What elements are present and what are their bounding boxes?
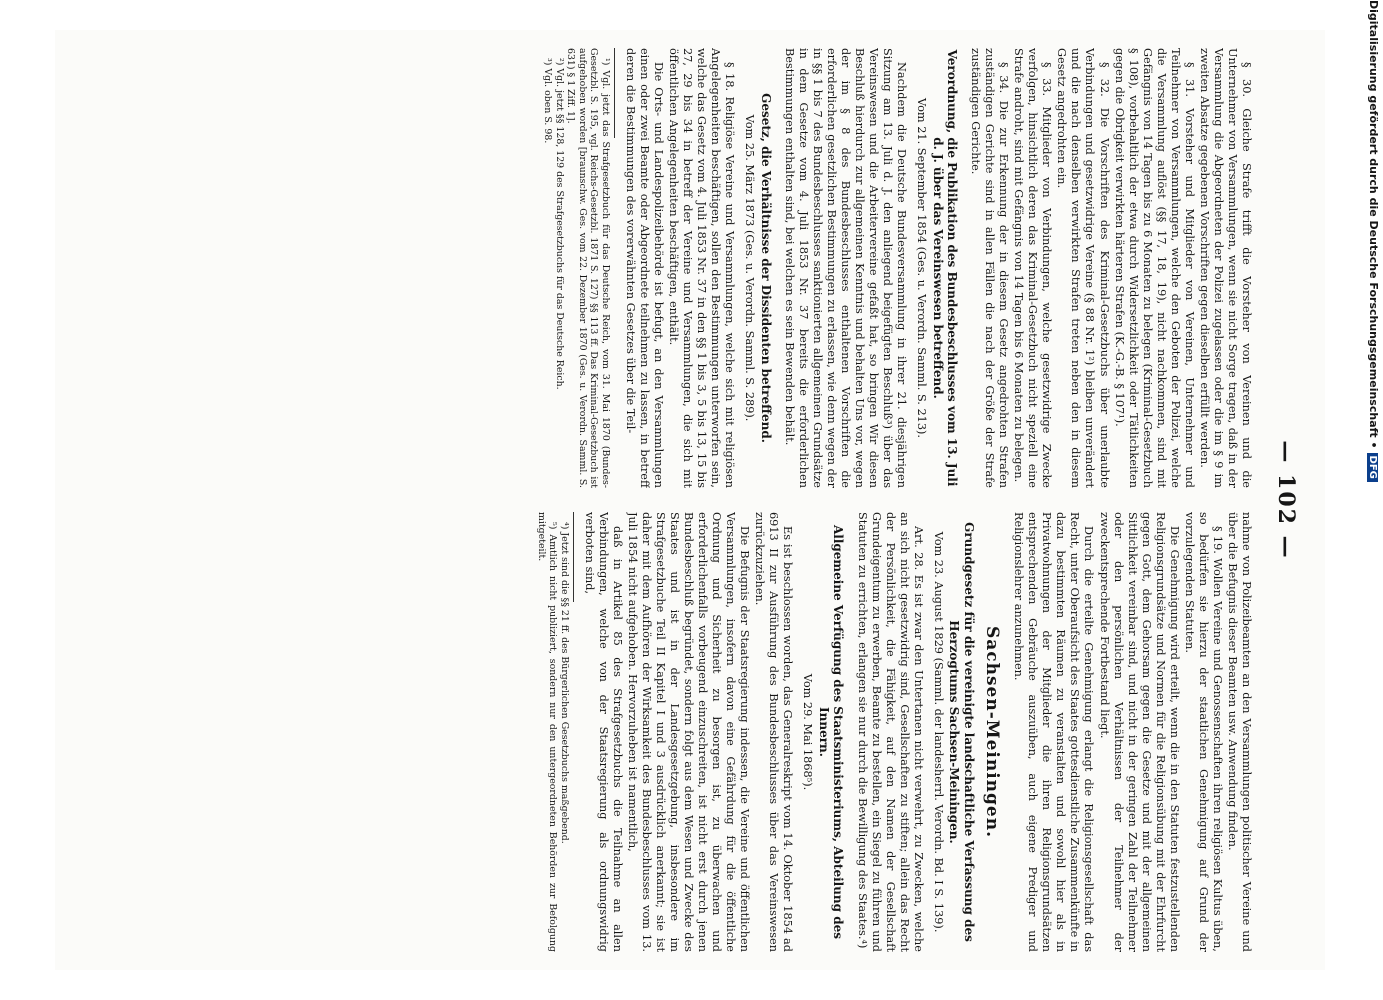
paragraph-verordnung: Nachdem die Deutsche Bundesversammlung in ihrer 21. diesjährigen Sitzung am 13. Juli d. J. den anliegend beigefügten Beschluß³) über das Vereinswesen und die Arbeitervereine gefaßt hat, so bringen Wir diesen Beschluß hierdurch zur allgemeinen Kenntnis und behalten Uns vor, wegen der im § 8 des Bundesbeschlusses enthaltenen Vorschriften die erforderlichen gesetzlichen Bestimmungen zu erlassen, wie denn wegen der in §§ 1 bis 7 des Bundesbeschlusses sanktionierten allgemeinen Grundsätze in dem Gesetze vom 4. Juli 1853 Nr. 37 bereits die erforderlichen Bestimmungen enthalten sind, bei welchen es sein Bewenden behält. xyxy=(782,48,909,488)
paragraph-section-33: § 33. Mitglieder von Verbindungen, welche gesetzwidrige Zwecke verfolgen, hinsichtlich deren das Kriminal-Gesetzbuch nicht speziell eine Strafe androht, sind mit Gefängnis von 14 Tagen bis 6 Monaten zu belegen. xyxy=(1012,48,1054,488)
state-heading: Sachsen-Meiningen. xyxy=(982,625,1003,839)
paragraph-verfuegung-artikel-85: daß in Artikel 85 des Strafgesetzbuchs die Teilnahme an allen Verbindungen, welche von der Staatsregierung als ordnungswidrig verboten sind, xyxy=(582,512,624,952)
section-date-dissidenten: Vom 25. März 1873 (Ges. u. Verordn. Samml. S. 289). xyxy=(743,114,757,422)
section-date-verfuegung: Vom 29. Mai 1868⁵). xyxy=(801,673,815,791)
paragraph-section-18: § 18. Religiöse Vereine und Versammlungen, welche sich mit religiösen Angelegenheiten beschäftigen, sollen den Bestimmungen unterworfen sein, welche das Gesetz vom 4. Juli 1853 Nr. 37 in den §§ 1 bis 3, 5 bis 13, 15 bis 27, 29 bis 34 in betreff der Vereine und Versammlungen, die sich mit öffentlichen Angelegenheiten beschäftigen, enthält. xyxy=(666,48,737,488)
footnote-1: ¹) Vgl. jetzt das Strafgesetzbuch für das Deutsche Reich, vom 31. Mai 1870 (Bundes-Gesetzbl. S. 195, vgl. Reichs-Gesetzbl. 1871 S. 127) §§ 113 ff. Das Kriminal-Gesetzbuch ist aufgehoben worden [braunschw. Ges. vom 22. Dezember 1870 (Ges. u. Verordn. Samml. S. 631) § 1 Ziff. 1]. xyxy=(565,48,611,488)
paragraph-section-18-cont: Die Orts- und Landespolizeibehörde ist befugt, an den Versammlungen einen oder zwei Beamte oder Abgeordnete teilnehmen zu lassen, in betreff deren die Bestimmungen des vorerwähnten Gesetzes über die Teil- xyxy=(623,48,665,488)
footnote-4: ⁴) Jetzt sind die §§ 21 ff. des Bürgerlichen Gesetzbuchs maßgebend. xyxy=(558,522,570,844)
paragraph-section-32: § 32. Die Vorschriften des Kriminal-Gesetzbuchs über unerlaubte Verbindungen und gesetzwidrige Vereine (§ 88 Nr. 1²) bleiben unverändert und die nach denselben verwirkten Strafen treten neben den in diesem Gesetz angedrohten ein. xyxy=(1055,48,1111,488)
paragraph-verfuegung: Es ist beschlossen worden, das Generalreskript vom 14. Oktober 1854 ad 6913 II zur Ausführung des Bundesbeschlusses über das Vereinswesen zurückzuziehen. xyxy=(753,512,795,952)
footnote-divider xyxy=(573,512,574,602)
footnotes-right xyxy=(535,512,570,952)
digitization-credit xyxy=(1364,0,1380,1000)
paragraph-section-34: § 34. Die zur Erkennung der in diesem Gesetz angedrohten Strafen zuständigen Gerichte sind in allen Fällen die nach der Größe der Strafe zuständigen Gerichte. xyxy=(969,48,1011,488)
scanned-page xyxy=(55,30,1325,970)
paragraph-section-30: § 30. Gleiche Strafe trifft die Vorsteher von Vereinen und die Unternehmer von Versammlungen, wenn sie nicht Sorge tragen, daß in der Versammlung die Abgeordneten der Polizei zugelassen oder die im § 9 im zweiten Absatze gegebenen Vorschriften gegen dieselben erfüllt werden. xyxy=(1197,48,1253,488)
paragraph-section-19-genehmigung: Die Genehmigung wird erteilt, wenn die in den Statuten festzustellenden Religionsgrundsätze und Normen für die Religionsübung mit der Ehrfurcht gegen Gott, dem Gehorsam gegen die Gesetze und mit der allgemeinen Sittlichkeit vereinbar sind, und nicht in der geringen Zahl der Teilnehmer oder den persönlichen Verhältnissen der Teilnehmer der zweckentsprechende Fortbestand liegt. xyxy=(1097,512,1181,952)
credit-text: Digitalisierung gefördert durch die Deutsche Forschungsgemeinschaft • xyxy=(1367,0,1380,449)
paragraph-section-19: § 19. Wollen Vereine und Genossenschaften ihren religiösen Kultus üben, so bedürfen sie hierzu der staatlichen Genehmigung auf Grund der vorzulegenden Statuten. xyxy=(1182,512,1224,952)
section-date-grundgesetz: Vom 23. August 1829 (Samml. der landesherrl. Verordn. Bd. I S. 139). xyxy=(931,531,945,933)
section-title-grundgesetz: Grundgesetz für die vereinigte landschaftliche Verfassung des Herzogtums Sachsen-Meiningen. xyxy=(947,522,976,942)
paragraph-section-31: § 31. Vorsteher und Mitglieder von Vereinen, Unternehmer und Teilnehmer von Versammlungen, welche den Geboten der Polizei, welche die Versammlung auflöst (§§ 17, 18, 19), nicht nachkommen, sind mit Gefängnis von 14 Tagen bis zu 6 Monaten zu belegen (Kriminal-Gesetzbuch § 108), vorbehaltlich der etwa durch Widersetzlichkeit oder Tätlichkeiten gegen die Obrigkeit verwirkten härteren Strafen (K.-G.-B. § 107¹). xyxy=(1112,48,1196,488)
section-title-verordnung: Verordnung, die Publikation des Bundesbeschlusses vom 13. Juli d. J. über das Vereinswesen betreffend. xyxy=(930,49,960,487)
footnote-divider xyxy=(614,48,615,138)
paragraph-section-18-end: nahme von Polizeibeamten an den Versammlungen politischer Vereine und über die Befugnis dieser Beamten usw. Anwendung finden. xyxy=(1225,512,1253,952)
footnotes-left xyxy=(542,48,611,488)
footnote-5: ⁵) Amtlich nicht publiziert, sondern nur den untergeordneten Behörden zur Befolgung mitgeteilt. xyxy=(535,512,559,952)
paragraph-verfuegung-befugnis: Die Befugnis der Staatsregierung indessen, die Vereine und öffentlichen Versammlungen, insofern davon eine Gefährdung für die öffentliche Ordnung und Sicherheit zu besorgen ist, zu überwachen und erforderlichenfalls vorbeugend einzuschreiten, ist nicht erst durch jenen Bundesbeschluß begründet, sondern folgt aus dem Wesen und Zwecke des Staates und ist in der Landesgesetzgebung, insbesondere im Strafgesetzbuche Teil II Kapitel I und 3 ausdrücklich anerkannt; sie ist daher mit dem Aufhören der Wirksamkeit des Bundesbeschlusses vom 13. Juli 1854 nicht aufgehoben. Hervorzuheben ist namentlich, xyxy=(625,512,752,952)
page-number: — 102 — xyxy=(1273,440,1299,560)
right-column xyxy=(77,512,1253,952)
section-title-dissidenten: Gesetz, die Verhältnisse der Dissidenten betreffend. xyxy=(758,93,773,443)
left-column xyxy=(77,48,1253,488)
footnote-3: ³) Vgl. oben S. 98. xyxy=(542,58,554,144)
section-date-verordnung: Vom 21. September 1854 (Ges. u. Verordn. Samml. S. 213). xyxy=(915,97,929,439)
section-title-verfuegung: Allgemeine Verfügung des Staatsministeriums, Abteilung des Innern. xyxy=(816,524,846,940)
paragraph-section-19-rechte: Durch die erteilte Genehmigung erlangt die Religionsgesellschaft das Recht, unter Oberaufsicht des Staates gottesdienstliche Zusammenkünfte in dazu bestimmten Räumen zu veranstalten und sowohl hier als in Privatwohnungen der Mitglieder die ihren Religionsgrundsätzen entsprechenden Gebräuche auszuüben, auch eigene Prediger und Religionslehrer anzunehmen. xyxy=(1012,512,1096,952)
dfg-logo: DFG xyxy=(1367,453,1378,482)
footnote-2: ²) Vgl. jetzt §§ 128, 129 des Strafgesetzbuchs für das Deutsche Reich. xyxy=(553,58,565,390)
paragraph-article-28: Art. 28. Es ist zwar den Untertanen nicht verwehrt, zu Zwecken, welche an sich nicht gesetzwidrig sind, Gesellschaften zu stiften; allein das Recht der Persönlichkeit, die Fähigkeit, auf den Namen der Gesellschaft Grundeigentum zu erwerben, Beamte zu bestellen, ein Siegel zu führen und Statuten zu errichten, erlangen sie nur durch die Bewilligung des Staates.⁴) xyxy=(855,512,925,952)
